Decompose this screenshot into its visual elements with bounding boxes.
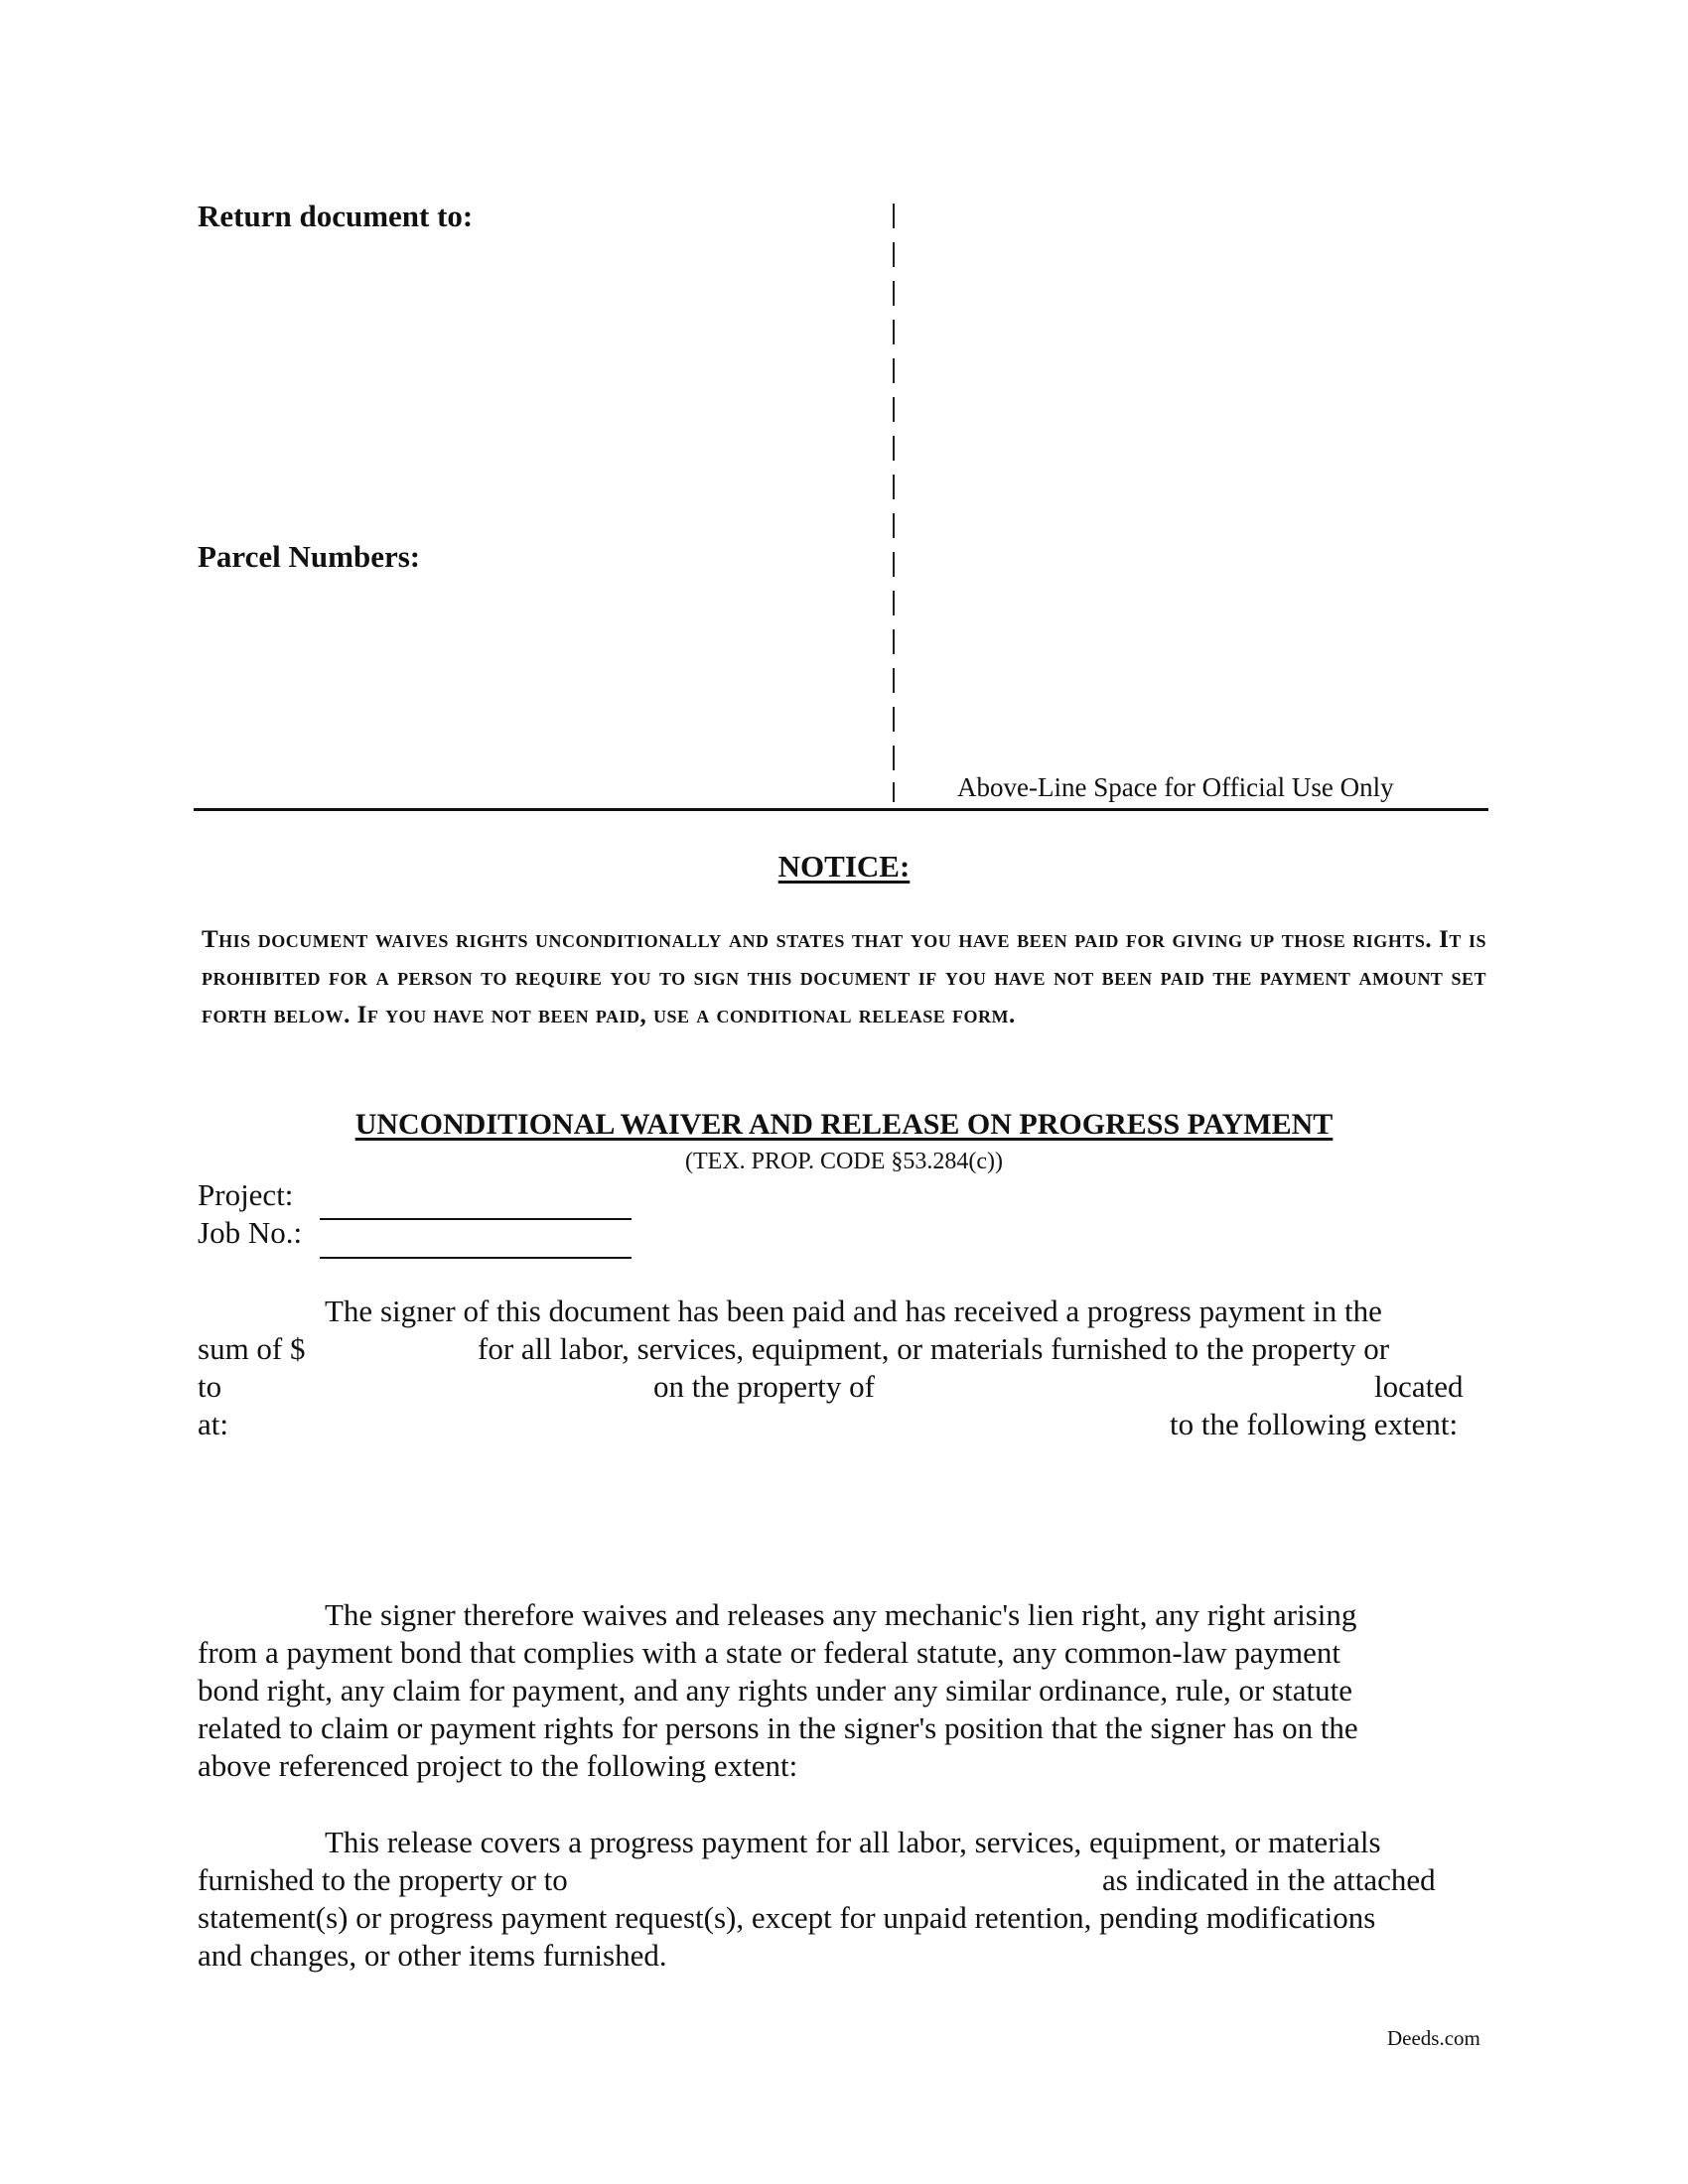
statute-citation: (TEX. PROP. CODE §53.284(c)): [685, 1149, 1003, 1174]
footer-brand: Deeds.com: [1387, 2026, 1480, 2050]
para2-line: The signer therefore waives and releases any mechanic's lien right, any right arising: [325, 1597, 1357, 1632]
para2-line: above referenced project to the following extent:: [198, 1748, 798, 1783]
para1-sum-label: sum of $: [198, 1331, 306, 1366]
para1-at-label: at:: [198, 1407, 228, 1441]
para1-line2: for all labor, services, equipment, or materials furnished to the property or: [478, 1331, 1390, 1366]
parcel-numbers-label: Parcel Numbers:: [198, 539, 421, 574]
para3-line4: and changes, or other items furnished.: [198, 1938, 667, 1973]
para1-property-of-label: on the property of: [653, 1369, 875, 1404]
job-number-label: Job No.:: [198, 1215, 303, 1250]
recording-rule: [194, 808, 1488, 811]
return-document-label: Return document to:: [198, 199, 474, 233]
para3-line2-start: furnished to the property or to: [198, 1862, 568, 1897]
notice-body: This document waives rights unconditionally and states that you have been paid for giving up those rights. It is prohibited for a person to require you to sign this document if you have not been paid the payment amount set forth below. If you have not been paid, use a conditional release form.: [202, 926, 1486, 1028]
para2-line: from a payment bond that complies with a state or federal statute, any common-law payment: [198, 1635, 1340, 1670]
para1-extent-label: to the following extent:: [1170, 1407, 1459, 1441]
para2-line: bond right, any claim for payment, and any rights under any similar ordinance, rule, or statute: [198, 1673, 1353, 1707]
project-field[interactable]: [320, 1218, 632, 1220]
para1-located-label: located: [1374, 1369, 1464, 1404]
job-number-field[interactable]: [320, 1257, 632, 1259]
form-title: UNCONDITIONAL WAIVER AND RELEASE ON PROGRESS PAYMENT: [354, 1108, 1334, 1141]
para1-line1: The signer of this document has been paid and has received a progress payment in the: [325, 1294, 1382, 1328]
para1-to-label: to: [198, 1369, 222, 1404]
notice-heading: NOTICE:: [777, 849, 911, 884]
official-use-caption: Above-Line Space for Official Use Only: [957, 772, 1394, 802]
para2-line: related to claim or payment rights for persons in the signer's position that the signer has on the: [198, 1710, 1358, 1745]
para3-line3: statement(s) or progress payment request(s), except for unpaid retention, pending modifications: [198, 1900, 1376, 1935]
para3-line1: This release covers a progress payment for all labor, services, equipment, or materials: [325, 1825, 1381, 1859]
project-label: Project:: [198, 1177, 294, 1212]
para3-line2-end: as indicated in the attached: [1102, 1862, 1436, 1897]
